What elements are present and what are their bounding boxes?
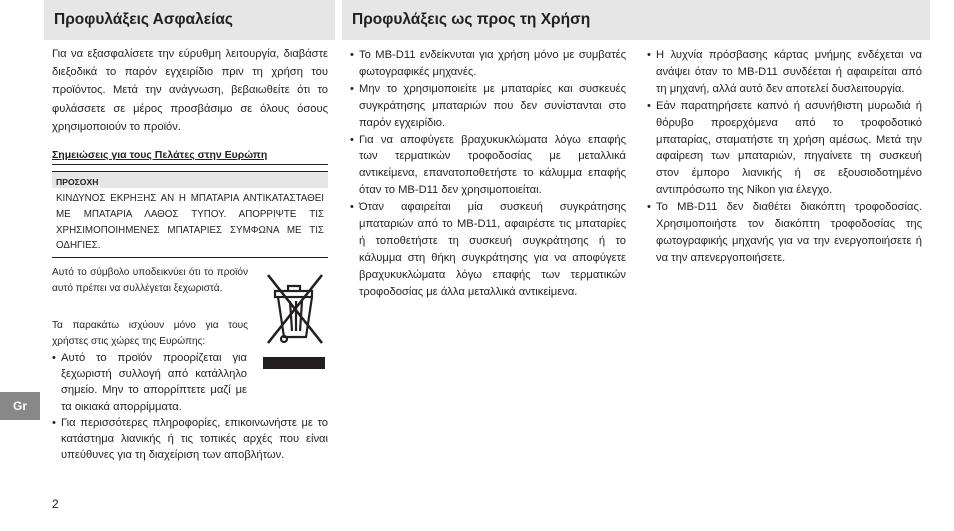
symbol-text: Αυτό το σύμβολο υποδεικνύει ότι το προϊόν αυτό πρέπει να συλλέγεται ξεχωριστά. xyxy=(52,267,248,294)
list-item xyxy=(52,350,328,415)
usage-bullets-left xyxy=(350,47,626,301)
list-item: • Η λυχνία πρόσβασης κάρτας μνήμης ενδέχεται να ανάψει όταν το MB-D11 συνδέεται ή αφαιρείται από τη μηχανή, αλλά αυτό δεν αποτελεί δυσλειτουργία. xyxy=(647,47,922,98)
usage-bullets-right xyxy=(647,47,922,267)
eu-bullet-list xyxy=(52,350,328,463)
usage-precautions-header: Προφυλάξεις ως προς τη Χρήση xyxy=(342,0,930,40)
list-item: • Το MB-D11 δεν διαθέτει διακόπτη τροφοδοσίας. Χρησιμοποιήστε τον διακόπτη τροφοδοσίας της φωτογραφικής μηχανής για να την ενεργοποιήσετε ή να την απενεργοποιήσετε. xyxy=(647,199,922,267)
caution-box xyxy=(52,171,328,258)
caution-text: ΚΙΝΔΥΝΟΣ ΕΚΡΗΞΗΣ ΑΝ Η ΜΠΑΤΑΡΙΑ ΑΝΤΙΚΑΤΑΣΤΑΘΕΙ ΜΕ ΜΠΑΤΑΡΙΑ ΛΑΘΟΣ ΤΥΠΟΥ. ΑΠΟΡΡΙΨΤΕ ΤΙΣ ΧΡΗΣΙΜΟΠΟΙΗΜΕΝΕΣ ΜΠΑΤΑΡΙΕΣ ΣΥΜΦΩΝΑ ΜΕ ΤΙΣ ΟΔΗΓΙΕΣ. xyxy=(56,193,324,252)
caution-label: ΠΡΟΣΟΧΗ xyxy=(52,172,328,188)
safety-precautions-header: Προφυλάξεις Ασφαλείας xyxy=(44,0,335,40)
eu-notes-title: Σημειώσεις για τους Πελάτες στην Ευρώπη xyxy=(52,148,328,165)
applies-text: Τα παρακάτω ισχύουν μόνο για τους χρήστες στις χώρες της Ευρώπης: xyxy=(52,320,248,347)
language-tab: Gr xyxy=(0,392,40,420)
list-item: • Όταν αφαιρείται μία συσκευή συγκράτησης μπαταριών από το MB-D11, αφαιρέστε τις μπαταρίες ή τοποθετήστε τη συσκευή συγκράτησης ή το κάλυμμα στη θήκη συγκράτησης για να αποφύγετε βραχυκυκλώματα λόγω επαφής των τερματικών τροφοδοσίας με άλλα μεταλλικά αντικείμενα. xyxy=(350,199,626,300)
page-number: 2 xyxy=(52,497,59,511)
list-item: • Για περισσότερες πληροφορίες, επικοινωνήστε με το κατάστημα λιανικής ή τις τοπικές αρχές που είναι υπεύθυνες για τη διαχείριση των αποβλήτων. xyxy=(52,415,328,464)
list-item: • Το MB-D11 ενδείκνυται για χρήση μόνο με συμβατές φωτογραφικές μηχανές. xyxy=(350,47,626,81)
list-item: • Για να αποφύγετε βραχυκυκλώματα λόγω επαφής των τερματικών τροφοδοσίας με μεταλλικά αντικείμενα, επανατοποθετήστε το κάλυμμα επαφής όταν το MB-D11 δεν χρησιμοποιείται. xyxy=(350,132,626,200)
bullet-text: • Αυτό το προϊόν προορίζεται για ξεχωριστή συλλογή από κατάλληλο σημείο. Μην το απορρίπτετε μαζί με τα οικιακά απορρίμματα. xyxy=(61,352,247,413)
list-item: • Μην το χρησιμοποιείτε με μπαταρίες και συσκευές συγκράτησης μπαταριών που δεν συνίστανται στο παρόν εγχειρίδιο. xyxy=(350,81,626,132)
list-item: • Εάν παρατηρήσετε καπνό ή ασυνήθιστη μυρωδιά ή θόρυβο προερχόμενα από το τροφοδοτικό μπαταρίας, σταματήστε τη χρήση αμέσως. Μετά την αφαίρεση των μπαταριών, πηγαίνετε τη συσκευή στον έμπορο λιανικής ή σε εξουσιοδοτημένο αντιπρόσωπο της Nikon για έλεγχο. xyxy=(647,98,922,199)
intro-paragraph: Για να εξασφαλίσετε την εύρυθμη λειτουργία, διαβάστε διεξοδικά το παρόν εγχειρίδιο πριν τη χρήση του προϊόντος. Μετά την ανάγνωση, βεβαιωθείτε ότι το φυλάσσετε σε μέρος προσβάσιμο σε όλους όσους χρησιμοποιούν το προϊόν. xyxy=(52,48,328,133)
